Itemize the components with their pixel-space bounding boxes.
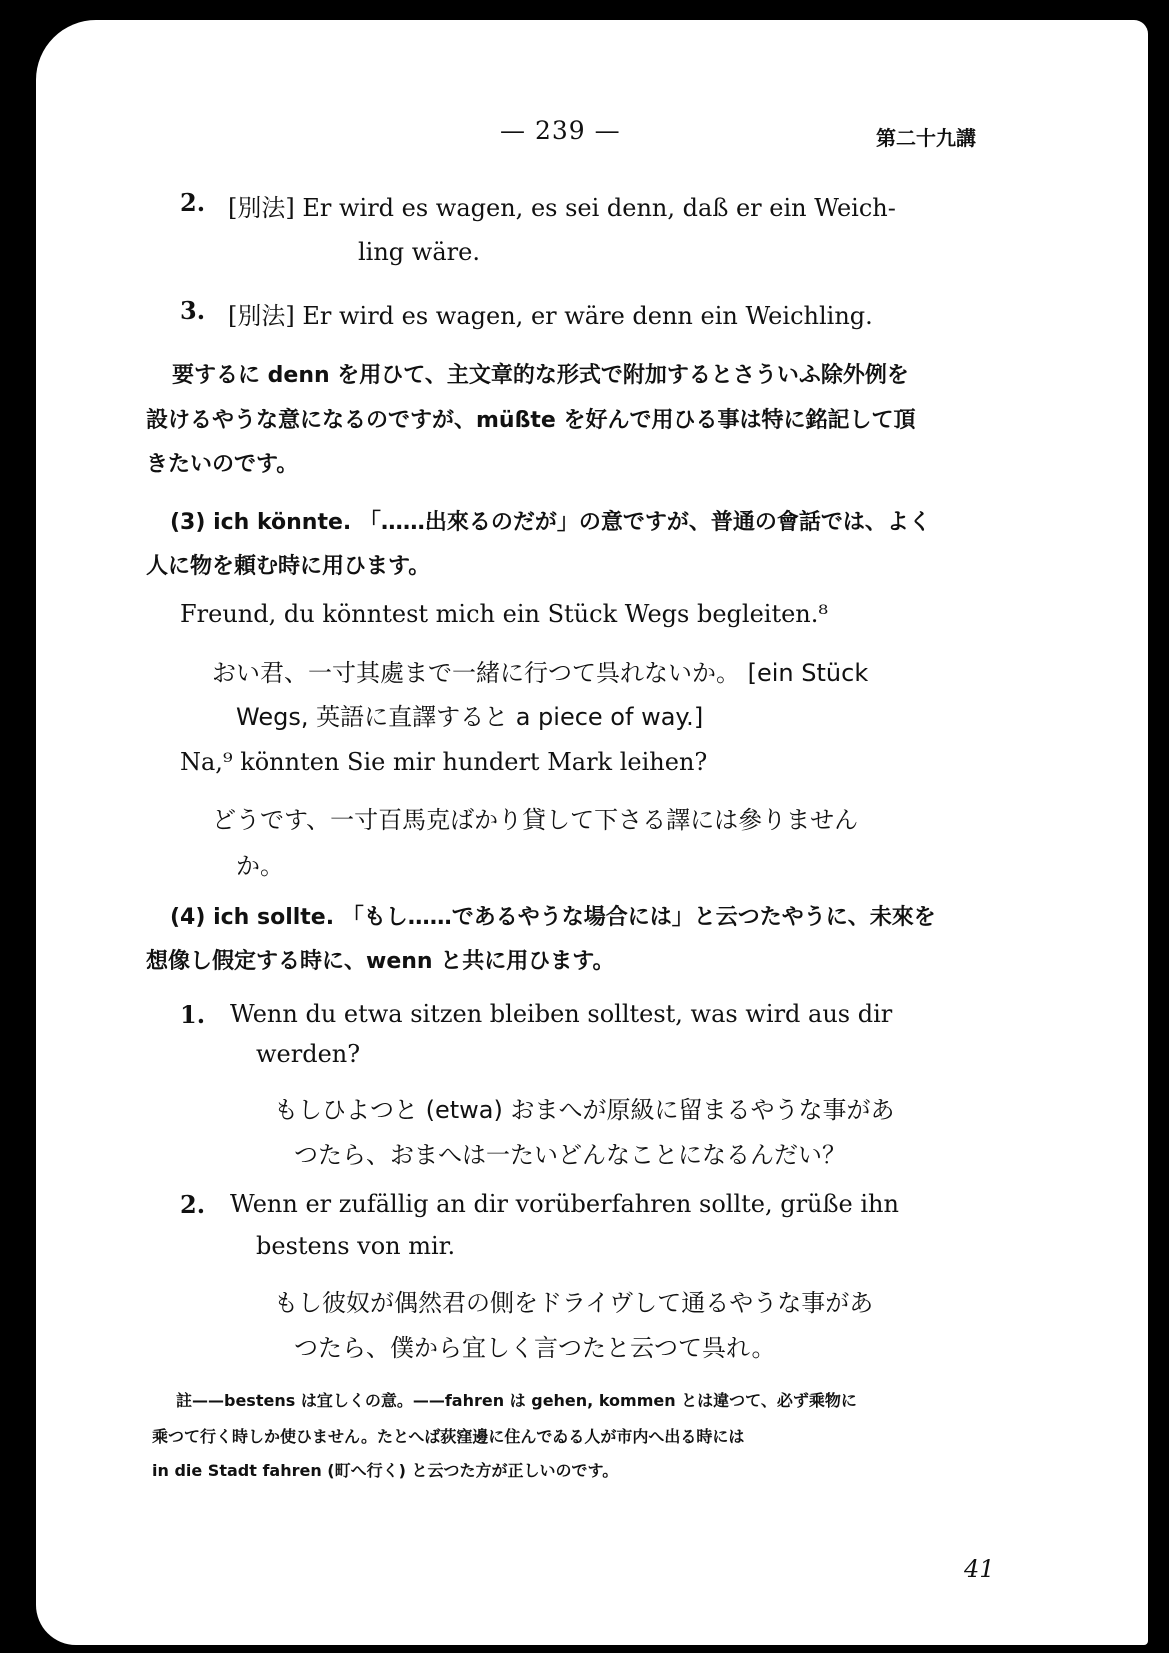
example-number: 2. [180,1190,206,1219]
example-german-line: [別法] Er wird es wagen, er wäre denn ein Weichling. [228,302,873,330]
example-translation-line: もし彼奴が偶然君の側をドライヴして通るやうな事があ [274,1289,874,1317]
paragraph-line: (3) ich könnte. 「……出來るのだが」の意ですが、普通の會話では、よく [170,510,931,535]
example-number: 2. [180,188,206,217]
paragraph-line: 要するに denn を用ひて、主文章的な形式で附加するとさういふ除外例を [172,363,909,388]
chapter-title: 第二十九講 [876,126,976,150]
example-german-line: bestens von mir. [256,1232,456,1260]
page-number: — 239 — [500,116,621,145]
paragraph-line: 想像し假定する時に、wenn と共に用ひます。 [146,949,615,974]
footnote-line: in die Stadt fahren (町へ行く) と云つた方が正しいのです。 [152,1461,619,1480]
footnote-line: 註——bestens は宜しくの意。——fahren は gehen, kommen とは違つて、必ず乘物に [176,1391,857,1410]
paragraph-line: きたいのです。 [146,452,299,477]
footnote-line: 乘つて行く時しか使ひません。たとへば荻窪邊に住んでゐる人が市内へ出る時には [152,1427,745,1446]
example-german-line: Wenn er zufällig an dir vorüberfahren sollte, grüße ihn [230,1190,899,1218]
example-translation-line: つたら、僕から宜しく言つたと云つて呉れ。 [294,1334,776,1362]
example-translation-line: Wegs, 英語に直譯すると a piece of way.] [236,703,704,731]
example-german-line: Wenn du etwa sitzen bleiben solltest, was wird aus dir [230,1000,893,1028]
example-german-line: werden? [256,1040,361,1068]
example-german-line: Na,⁹ könnten Sie mir hundert Mark leihen? [180,748,708,776]
example-translation-line: もしひよつと (etwa) おまへが原級に留まるやうな事があ [274,1096,895,1124]
example-translation-line: おい君、一寸其處まで一緒に行つて呉れないか。 [ein Stück [212,659,869,687]
example-translation-line: か。 [236,852,284,880]
folio-number: 41 [964,1555,995,1583]
paragraph-line: 人に物を頼む時に用ひます。 [146,554,431,579]
example-translation-line: つたら、おまへは一たいどんなことになるんだい？ [294,1141,846,1169]
example-translation-line: どうです、一寸百馬克ばかり貸して下さる譯には參りません [212,806,859,834]
example-german-line: ling wäre. [358,238,480,266]
paragraph-line: 設けるやうな意になるのですが、müßte を好んで用ひる事は特に銘記して頂 [146,408,916,433]
page-edge-shadow [1150,0,1169,1653]
example-number: 3. [180,296,206,325]
example-number: 1. [180,1000,206,1029]
example-german-line: Freund, du könntest mich ein Stück Wegs begleiten.⁸ [180,600,828,628]
paragraph-line: (4) ich sollte. 「もし……であるやうな場合には」と云つたやうに、未來を [170,905,936,930]
example-german-line: [別法] Er wird es wagen, es sei denn, daß er ein Weich- [228,194,896,222]
